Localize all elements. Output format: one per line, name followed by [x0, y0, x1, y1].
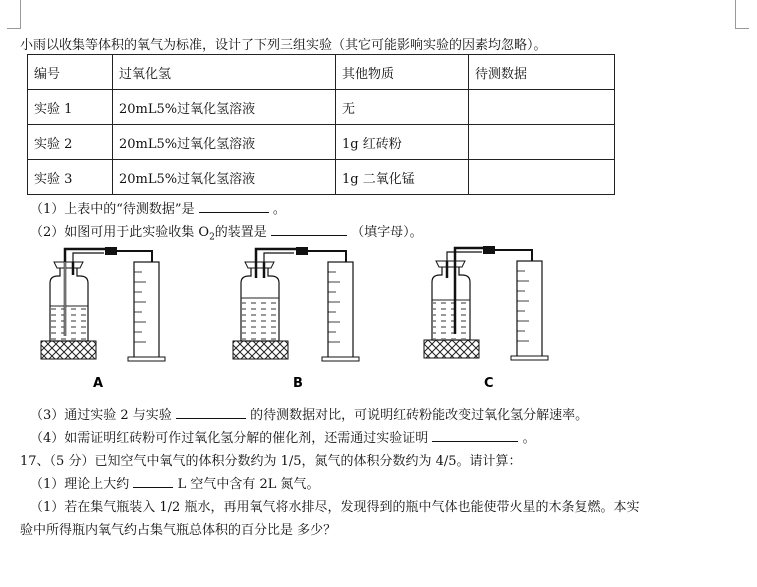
- question-3: [30, 404, 588, 423]
- question-3-text: （3）通过实验 2 与实验: [30, 408, 172, 423]
- question-17: 17、（5 分）已知空气中氧气的体积分数约为 1/5，氮气的体积分数约为 4/5。请计算：: [20, 454, 522, 469]
- rubber-stopper: [436, 261, 465, 267]
- table-cell: 实验 2: [28, 125, 113, 160]
- rubber-tube: [296, 247, 308, 255]
- question-4: [30, 427, 536, 446]
- wooden-block: [424, 340, 479, 358]
- table-cell: 20mL5%过氧化氢溶液: [113, 125, 336, 160]
- rubber-tube: [483, 246, 495, 254]
- table-cell: 实验 3: [28, 160, 113, 195]
- apparatus-c: [424, 246, 548, 360]
- graduated-cylinder: [134, 262, 159, 358]
- wooden-block: [233, 341, 288, 359]
- label-a: A: [93, 376, 104, 391]
- table-cell: 20mL5%过氧化氢溶液: [113, 90, 336, 125]
- table-cell: 1g 二氧化锰: [336, 160, 469, 195]
- question-17-2-line2: 验中所得瓶内氧气约占集气瓶总体积的百分比是 多少？: [20, 523, 337, 538]
- question-3-end: 的待测数据对比，可说明红砖粉能改变过氧化氢分解速率。: [250, 408, 589, 423]
- question-4-text: （4）如需证明红砖粉可作过氧化氢分解的催化剂，还需通过实验证明: [30, 431, 429, 446]
- rubber-stopper: [245, 262, 274, 268]
- answer-blank[interactable]: [432, 429, 518, 442]
- subscript: 2: [209, 232, 215, 243]
- apparatus-b: [233, 247, 359, 361]
- table-cell: 20mL5%过氧化氢溶液: [113, 160, 336, 195]
- graduated-cylinder: [328, 262, 353, 358]
- intro-text: 小雨以收集等体积的氧气为标准，设计了下列三组实验（其它可能影响实验的因素均忽略）。: [20, 38, 547, 53]
- rubber-tube: [105, 247, 117, 255]
- answer-blank[interactable]: [176, 406, 246, 419]
- table-cell: 实验 1: [28, 90, 113, 125]
- water-level: [242, 300, 278, 340]
- table-header-cell: 其他物质: [336, 55, 469, 90]
- table-header-cell: 过氧化氢: [113, 55, 336, 90]
- question-17-1: [30, 473, 320, 492]
- water-level: [433, 302, 469, 339]
- wooden-block: [41, 341, 96, 359]
- question-4-end: 。: [522, 431, 536, 446]
- answer-blank[interactable]: [133, 475, 173, 488]
- question-1-text: （1）上表中的“待测数据”是: [30, 202, 195, 217]
- table-header-cell: 待测数据: [469, 55, 615, 90]
- table-header-cell: 编号: [28, 55, 113, 90]
- label-b: B: [293, 376, 303, 391]
- question-2-text: （2）如图可用于此实验收集 O: [30, 225, 210, 240]
- graduated-cylinder: [517, 261, 542, 357]
- question-2-mid: 的装置是: [214, 225, 267, 240]
- question-2-end: （填字母）。: [351, 225, 423, 240]
- question-17-1-text: （1）理论上大约: [30, 477, 130, 492]
- question-1-end: 。: [272, 202, 286, 217]
- rubber-stopper: [54, 262, 83, 268]
- water-level: [51, 308, 87, 340]
- table-cell: 1g 红砖粉: [336, 125, 469, 160]
- question-17-1-end: L 空气中含有 2L 氮气。: [177, 477, 320, 492]
- label-c: C: [484, 376, 494, 391]
- table-cell: 无: [336, 90, 469, 125]
- question-17-2-line1: （1）若在集气瓶装入 1/2 瓶水，再用氧气将水排尽，发现得到的瓶中气体也能使带火星的木条复燃。本实: [30, 500, 640, 515]
- apparatus-a: [41, 247, 165, 361]
